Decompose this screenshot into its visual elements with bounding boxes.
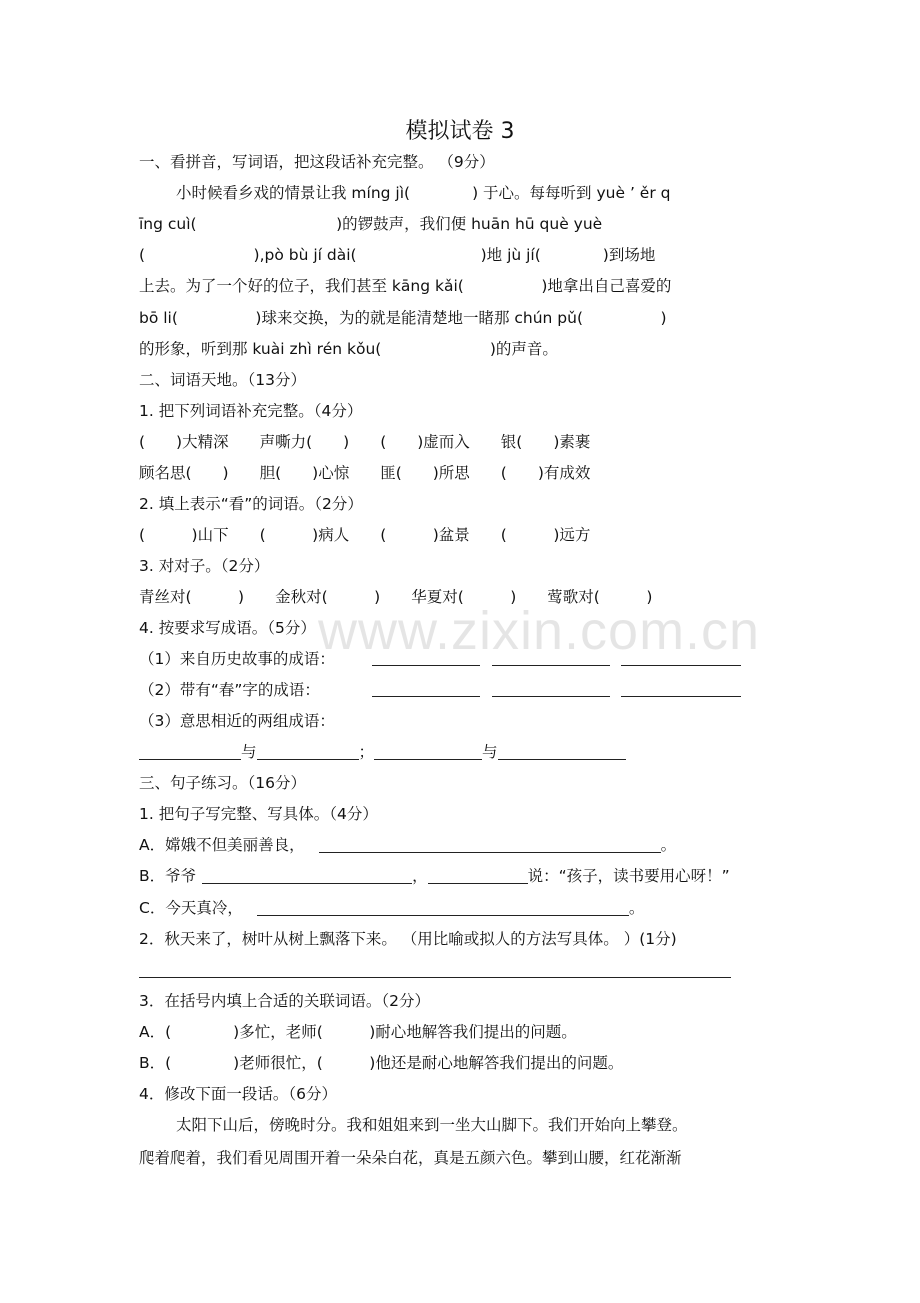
question-heading: 1. 把句子写完整、写具体。（4分） — [139, 805, 378, 823]
pinyin-paragraph-line: 的形象，听到那 kuài zhì rén kǒu( )的声音。 — [139, 340, 558, 358]
pinyin-paragraph-line: 小时候看乡戏的情景让我 míng jì( ) 于心。每每听到 yuè ʼ ěr q — [176, 184, 671, 202]
idiom-row-2 — [139, 680, 320, 700]
sentence-prefix: A．嫦娥不但美丽善良， — [139, 836, 305, 854]
pair-separator: ； — [358, 743, 375, 761]
word-fill-row: 顾名思( ) 胆( )心惊 匪( )所思 ( )有成效 — [139, 464, 591, 482]
section-3-heading: 三、句子练习。（16分） — [139, 774, 306, 792]
pinyin-paragraph-line: īng cuì( )的锣鼓声，我们便 huān hū què yuè — [139, 215, 603, 233]
question-heading: 3. 对对子。（2分） — [139, 557, 270, 575]
pair-separator: 与 — [241, 743, 257, 761]
question-heading: 2．秋天来了，树叶从树上飘落下来。 （用比喻或拟人的方法写具体。 ）(1分) — [139, 930, 677, 948]
conjunction-row: A．( )多忙，老师( )耐心地解答我们提出的问题。 — [139, 1023, 577, 1041]
pinyin-paragraph-line: 上去。为了一个好的位子，我们甚至 kāng kǎi( )地拿出自己喜爱的 — [139, 277, 672, 295]
full-answer-row — [139, 960, 731, 980]
answer-line[interactable] — [498, 743, 626, 760]
idiom-row-label: （1）来自历史故事的成语： — [139, 650, 335, 668]
sentence-row-c — [139, 898, 644, 918]
word-fill-row: ( )大精深 声嘶力( ) ( )虚而入 银( )素裹 — [139, 433, 591, 451]
answer-line[interactable] — [139, 743, 241, 760]
answer-line[interactable] — [492, 649, 610, 666]
page-title: 模拟试卷 3 — [405, 119, 515, 144]
sentence-suffix: 说：“孩子，读书要用心呀！” — [527, 867, 730, 885]
idiom-row-label: （2）带有“春”字的成语： — [139, 681, 320, 699]
sentence-prefix: B．爷爷 — [139, 867, 197, 885]
sentence-suffix: 。 — [628, 899, 645, 917]
question-heading: 4．修改下面一段话。（6分） — [139, 1085, 337, 1103]
idiom-row-3: （3）意思相近的两组成语： — [139, 712, 335, 730]
sentence-prefix: C．今天真冷， — [139, 899, 243, 917]
answer-line[interactable] — [257, 899, 629, 916]
answer-line[interactable] — [257, 743, 359, 760]
section-2-heading: 二、词语天地。（13分） — [139, 371, 306, 389]
answer-line[interactable] — [492, 680, 610, 697]
sentence-suffix: 。 — [660, 836, 677, 854]
question-heading: 1. 把下列词语补充完整。（4分） — [139, 402, 363, 420]
watermark: www.zixin.com.cn — [318, 601, 761, 661]
answer-line[interactable] — [372, 649, 480, 666]
revision-paragraph-line: 爬着爬着，我们看见周围开着一朵朵白花，真是五颜六色。攀到山腰，红花渐渐 — [139, 1149, 682, 1167]
sentence-row-a — [139, 835, 676, 855]
word-fill-row: ( )山下 ( )病人 ( )盆景 ( )远方 — [139, 526, 591, 544]
question-heading: 3．在括号内填上合适的关联词语。（2分） — [139, 992, 430, 1010]
pinyin-paragraph-line: bō li( )球来交换，为的就是能清楚地一睹那 chún pǔ( ) — [139, 309, 667, 327]
sentence-separator: ， — [412, 867, 428, 885]
answer-line[interactable] — [621, 680, 741, 697]
answer-line[interactable] — [139, 961, 731, 978]
question-heading: 2. 填上表示“看”的词语。（2分） — [139, 495, 363, 513]
answer-line[interactable] — [374, 743, 482, 760]
answer-line[interactable] — [428, 867, 528, 884]
answer-line[interactable] — [202, 867, 412, 884]
conjunction-row: B．( )老师很忙，( )他还是耐心地解答我们提出的问题。 — [139, 1054, 624, 1072]
answer-line[interactable] — [319, 836, 661, 853]
answer-line[interactable] — [621, 649, 741, 666]
question-heading: 4. 按要求写成语。（5分） — [139, 619, 316, 637]
idiom-row-1 — [139, 649, 335, 669]
sentence-row-b — [139, 866, 730, 886]
answer-line[interactable] — [372, 680, 480, 697]
pinyin-paragraph-line: ( ),pò bù jí dài( )地 jù jí( )到场地 — [139, 246, 656, 264]
idiom-pairs-row — [139, 742, 626, 762]
pair-separator: 与 — [482, 743, 498, 761]
couplet-row: 青丝对( ) 金秋对( ) 华夏对( ) 莺歌对( ) — [139, 588, 653, 606]
section-1-heading: 一、看拼音，写词语，把这段话补充完整。 （9分） — [139, 153, 495, 171]
revision-paragraph-line: 太阳下山后，傍晚时分。我和姐姐来到一坐大山脚下。我们开始向上攀登。 — [176, 1116, 688, 1134]
